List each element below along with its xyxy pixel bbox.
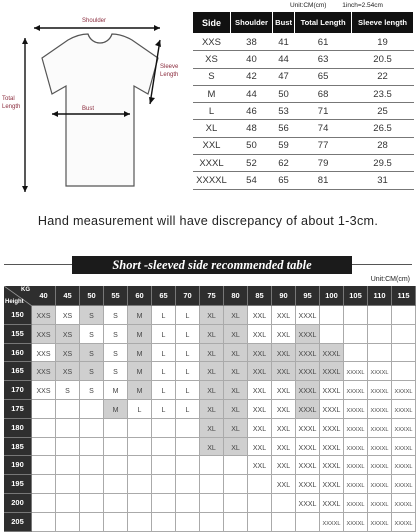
size-recommend-cell <box>104 494 128 513</box>
size-recommend-cell: XXXL <box>320 494 344 513</box>
size-recommend-cell: S <box>80 381 104 400</box>
size-recommend-cell: XS <box>56 306 80 325</box>
size-recommend-cell: XS <box>56 362 80 381</box>
size-recommend-cell: XXL <box>272 456 296 475</box>
size-recommend-cell: S <box>56 381 80 400</box>
size-recommend-cell: XL <box>200 419 224 438</box>
size-cell: 41 <box>272 34 294 51</box>
size-recommend-cell <box>32 419 56 438</box>
size-cell: 29.5 <box>352 155 414 172</box>
size-recommend-cell: M <box>128 306 152 325</box>
size-recommend-cell <box>80 475 104 494</box>
size-header-2: Bust <box>272 12 294 34</box>
size-cell: S <box>193 68 231 85</box>
tshirt-outline-icon <box>0 0 185 205</box>
size-cell: 71 <box>295 103 352 120</box>
size-recommend-cell: XXXXL <box>344 456 368 475</box>
size-recommend-cell: S <box>104 306 128 325</box>
size-cell: 46 <box>230 103 272 120</box>
size-recommend-cell: L <box>152 306 176 325</box>
size-recommend-cell: XXXL <box>296 494 320 513</box>
size-recommend-cell <box>392 325 416 344</box>
size-recommend-cell <box>248 494 272 513</box>
size-recommend-cell: XXL <box>272 419 296 438</box>
size-cell: 79 <box>295 155 352 172</box>
size-recommend-cell: XXXXL <box>368 400 392 419</box>
size-recommend-cell <box>272 513 296 532</box>
height-label: Height <box>5 299 24 305</box>
size-recommend-cell <box>152 438 176 457</box>
size-recommend-cell: S <box>104 362 128 381</box>
size-cell: 42 <box>230 68 272 85</box>
size-recommend-cell: S <box>80 362 104 381</box>
height-header: 170 <box>4 381 32 400</box>
size-cell: 26.5 <box>352 120 414 137</box>
size-recommend-cell <box>152 513 176 532</box>
size-recommend-cell <box>224 494 248 513</box>
size-recommend-cell <box>248 475 272 494</box>
size-recommend-cell: XXL <box>248 306 272 325</box>
size-recommend-cell: XXL <box>272 381 296 400</box>
height-header: 155 <box>4 325 32 344</box>
size-recommend-cell <box>104 419 128 438</box>
size-recommend-cell: XXL <box>248 325 272 344</box>
size-recommend-cell <box>200 513 224 532</box>
kg-header: 60 <box>128 286 152 306</box>
table-row <box>193 155 414 172</box>
size-cell: XXS <box>193 34 231 51</box>
size-recommend-cell <box>176 456 200 475</box>
size-cell: 47 <box>272 68 294 85</box>
size-cell: L <box>193 103 231 120</box>
size-cell: 74 <box>295 120 352 137</box>
kg-header: 70 <box>176 286 200 306</box>
size-cell: 54 <box>230 172 272 189</box>
size-recommend-cell <box>368 344 392 363</box>
size-header-0: Side <box>193 12 231 34</box>
height-header: 180 <box>4 419 32 438</box>
size-recommend-cell <box>80 494 104 513</box>
size-cell: 81 <box>295 172 352 189</box>
height-header: 160 <box>4 344 32 363</box>
size-recommend-cell <box>224 456 248 475</box>
size-recommend-cell <box>320 325 344 344</box>
bust-label: Bust <box>82 106 95 112</box>
size-recommend-cell <box>344 306 368 325</box>
size-recommend-cell <box>272 494 296 513</box>
kg-header: 45 <box>56 286 80 306</box>
table-row <box>193 137 414 154</box>
size-cell: 77 <box>295 137 352 154</box>
recommend-grid <box>4 286 416 532</box>
size-recommend-cell: XXXL <box>320 400 344 419</box>
size-recommend-cell: XXXXL <box>344 494 368 513</box>
size-recommend-cell: XXXXL <box>392 400 416 419</box>
recommend-banner <box>0 256 416 274</box>
tshirt-measurement-diagram <box>0 0 185 205</box>
shoulder-label: Shoulder <box>82 18 107 24</box>
size-cell: 25 <box>352 103 414 120</box>
size-recommend-cell: XXXXL <box>344 362 368 381</box>
size-recommend-cell: XXXL <box>320 438 344 457</box>
size-recommend-cell: XXL <box>272 475 296 494</box>
size-recommend-cell: XXXXL <box>368 494 392 513</box>
size-recommend-cell: XXL <box>272 362 296 381</box>
size-recommend-cell: XXXXL <box>368 513 392 532</box>
size-recommend-cell: XXXXL <box>368 362 392 381</box>
size-recommend-cell: L <box>176 306 200 325</box>
size-recommend-cell <box>248 513 272 532</box>
size-recommend-cell: XXXXL <box>392 456 416 475</box>
size-recommend-cell: XXXL <box>296 325 320 344</box>
size-recommend-cell: XXL <box>272 344 296 363</box>
size-cell: 52 <box>230 155 272 172</box>
size-recommend-cell: XL <box>224 325 248 344</box>
size-recommend-cell: XL <box>224 306 248 325</box>
size-recommend-cell <box>80 513 104 532</box>
size-cell: XXXXL <box>193 172 231 189</box>
size-cell: 23.5 <box>352 85 414 102</box>
size-recommend-cell: S <box>80 325 104 344</box>
kg-header: 100 <box>320 286 344 306</box>
size-recommend-cell <box>32 400 56 419</box>
size-recommend-cell: XXXXL <box>320 513 344 532</box>
size-recommend-cell: XXXXL <box>392 475 416 494</box>
size-cell: 65 <box>272 172 294 189</box>
size-recommend-cell: XXXXL <box>392 513 416 532</box>
size-recommend-cell: XXL <box>248 381 272 400</box>
size-recommend-cell <box>224 513 248 532</box>
size-recommend-cell: XL <box>200 438 224 457</box>
size-recommend-cell <box>368 306 392 325</box>
size-recommend-cell <box>176 419 200 438</box>
size-cell: 28 <box>352 137 414 154</box>
height-header: 195 <box>4 475 32 494</box>
size-cell: 59 <box>272 137 294 154</box>
size-recommend-cell <box>56 438 80 457</box>
size-cell: 65 <box>295 68 352 85</box>
size-recommend-cell <box>368 325 392 344</box>
grid-corner <box>4 286 32 306</box>
size-recommend-cell: XXXXL <box>344 419 368 438</box>
size-recommend-cell: XS <box>56 344 80 363</box>
size-recommend-cell <box>320 306 344 325</box>
size-recommend-cell: XXXXL <box>392 438 416 457</box>
size-recommend-cell <box>152 419 176 438</box>
size-recommend-cell: XXXL <box>320 419 344 438</box>
size-recommend-cell <box>128 456 152 475</box>
size-recommend-cell <box>56 475 80 494</box>
size-recommend-cell <box>344 325 368 344</box>
table-row <box>193 68 414 85</box>
size-recommend-cell: XL <box>200 400 224 419</box>
size-recommend-cell: XXXXL <box>368 438 392 457</box>
size-recommend-cell: XXXL <box>296 400 320 419</box>
size-recommend-cell: L <box>152 400 176 419</box>
kg-header: 80 <box>224 286 248 306</box>
size-recommend-cell: M <box>104 381 128 400</box>
kg-header: 95 <box>296 286 320 306</box>
size-header-3: Total Length <box>295 12 352 34</box>
size-recommend-cell: S <box>104 325 128 344</box>
size-recommend-cell: XXS <box>32 306 56 325</box>
size-table <box>192 11 414 190</box>
size-recommend-cell: L <box>152 344 176 363</box>
size-recommend-cell: XL <box>200 306 224 325</box>
size-recommend-cell: XXXL <box>296 344 320 363</box>
height-header: 150 <box>4 306 32 325</box>
size-recommend-cell: XXXL <box>296 456 320 475</box>
size-recommend-cell: XXL <box>248 419 272 438</box>
size-recommend-cell: XL <box>200 344 224 363</box>
size-recommend-cell <box>392 362 416 381</box>
size-recommend-cell: XXL <box>248 344 272 363</box>
size-recommend-cell: XXS <box>32 381 56 400</box>
size-recommend-cell: XXXXL <box>368 456 392 475</box>
size-recommend-cell: XXXL <box>320 456 344 475</box>
size-recommend-cell <box>80 419 104 438</box>
size-recommend-cell: XXXXL <box>368 419 392 438</box>
kg-header: 105 <box>344 286 368 306</box>
size-cell: 62 <box>272 155 294 172</box>
size-recommend-cell: M <box>128 344 152 363</box>
size-recommend-cell <box>56 400 80 419</box>
size-recommend-cell <box>128 494 152 513</box>
size-cell: 50 <box>272 85 294 102</box>
size-cell: 48 <box>230 120 272 137</box>
table-row <box>193 120 414 137</box>
size-recommend-cell <box>80 438 104 457</box>
size-cell: M <box>193 85 231 102</box>
height-header: 165 <box>4 362 32 381</box>
size-recommend-cell: XL <box>224 400 248 419</box>
size-recommend-cell: XXXXL <box>344 438 368 457</box>
size-cell: 68 <box>295 85 352 102</box>
size-recommend-cell: XXL <box>248 362 272 381</box>
size-recommend-cell: XS <box>56 325 80 344</box>
size-cell: XL <box>193 120 231 137</box>
size-recommend-cell: XL <box>200 381 224 400</box>
size-recommend-cell: XXS <box>32 344 56 363</box>
size-recommend-cell: L <box>128 400 152 419</box>
kg-header: 75 <box>200 286 224 306</box>
size-recommend-cell: XXXL <box>320 344 344 363</box>
measurement-note: Hand measurement will have discrepancy of about 1-3cm. <box>37 214 379 228</box>
kg-header: 85 <box>248 286 272 306</box>
kg-header: 50 <box>80 286 104 306</box>
size-recommend-cell: XL <box>224 419 248 438</box>
size-recommend-cell <box>56 494 80 513</box>
size-recommend-cell: XXXXL <box>344 513 368 532</box>
size-cell: 50 <box>230 137 272 154</box>
size-recommend-cell: XXL <box>272 438 296 457</box>
size-recommend-cell <box>56 513 80 532</box>
size-recommend-cell: XL <box>224 438 248 457</box>
unit-line <box>290 2 397 9</box>
size-cell: 44 <box>230 85 272 102</box>
size-recommend-cell <box>32 456 56 475</box>
size-recommend-cell <box>128 513 152 532</box>
size-recommend-cell <box>200 494 224 513</box>
size-recommend-cell: XL <box>224 344 248 363</box>
size-recommend-cell: XXXL <box>320 362 344 381</box>
size-recommend-cell: XXS <box>32 325 56 344</box>
kg-header: 90 <box>272 286 296 306</box>
size-recommend-cell <box>104 456 128 475</box>
size-recommend-cell: L <box>176 344 200 363</box>
size-recommend-cell <box>32 475 56 494</box>
size-recommend-cell: L <box>152 381 176 400</box>
size-recommend-cell <box>80 456 104 475</box>
size-recommend-cell: S <box>80 306 104 325</box>
size-recommend-cell <box>176 513 200 532</box>
table-row <box>193 34 414 51</box>
size-recommend-cell: XXL <box>248 456 272 475</box>
size-recommend-cell: XXXXL <box>392 381 416 400</box>
size-recommend-cell: XXXL <box>296 438 320 457</box>
size-recommend-cell: XXXXL <box>368 475 392 494</box>
size-recommend-cell: L <box>176 362 200 381</box>
inch-conversion: 1inch=2.54cm <box>342 2 383 9</box>
size-recommend-cell: XXXXL <box>344 475 368 494</box>
size-recommend-cell: S <box>104 344 128 363</box>
size-recommend-cell <box>56 456 80 475</box>
size-recommend-cell: L <box>152 362 176 381</box>
kg-header: 65 <box>152 286 176 306</box>
size-recommend-cell: XL <box>224 381 248 400</box>
height-header: 185 <box>4 438 32 457</box>
size-recommend-cell <box>392 344 416 363</box>
size-cell: 63 <box>295 51 352 68</box>
size-cell: 38 <box>230 34 272 51</box>
size-cell: 56 <box>272 120 294 137</box>
size-recommend-cell: XXXL <box>320 475 344 494</box>
size-recommend-cell <box>152 475 176 494</box>
size-recommend-cell <box>80 400 104 419</box>
table-row <box>193 51 414 68</box>
size-recommend-cell <box>344 344 368 363</box>
size-recommend-cell: XXXL <box>296 306 320 325</box>
height-header: 175 <box>4 400 32 419</box>
size-cell: 44 <box>272 51 294 68</box>
height-header: 205 <box>4 513 32 532</box>
kg-header: 40 <box>32 286 56 306</box>
kg-label: KG <box>21 287 30 293</box>
kg-header: 55 <box>104 286 128 306</box>
size-recommend-cell <box>104 438 128 457</box>
size-cell: 20.5 <box>352 51 414 68</box>
table-row <box>193 85 414 102</box>
size-recommend-cell <box>200 475 224 494</box>
size-cell: XXL <box>193 137 231 154</box>
size-recommend-cell: XXXXL <box>344 381 368 400</box>
size-header-1: Shoulder <box>230 12 272 34</box>
kg-header: 115 <box>392 286 416 306</box>
size-recommend-cell: XXXXL <box>368 381 392 400</box>
height-header: 190 <box>4 456 32 475</box>
size-recommend-cell <box>200 456 224 475</box>
size-recommend-cell: XXL <box>248 438 272 457</box>
size-recommend-cell: L <box>176 381 200 400</box>
size-recommend-cell <box>56 419 80 438</box>
size-recommend-cell: XXL <box>272 400 296 419</box>
size-recommend-cell: M <box>128 381 152 400</box>
recommend-unit: Unit:CM(cm) <box>370 276 410 283</box>
size-cell: 53 <box>272 103 294 120</box>
sleeve-length-label: Sleeve Length <box>160 64 179 78</box>
size-recommend-cell: XL <box>224 362 248 381</box>
size-recommend-cell: XXXXL <box>392 494 416 513</box>
size-recommend-cell <box>176 475 200 494</box>
table-row <box>193 172 414 189</box>
size-cell: 31 <box>352 172 414 189</box>
size-recommend-cell <box>224 475 248 494</box>
size-recommend-cell <box>128 475 152 494</box>
size-recommend-cell <box>152 456 176 475</box>
size-recommend-cell: L <box>176 400 200 419</box>
size-recommend-cell: XXXL <box>296 419 320 438</box>
size-recommend-cell <box>152 494 176 513</box>
size-cell: 61 <box>295 34 352 51</box>
size-recommend-cell <box>176 494 200 513</box>
size-recommend-cell: XXXL <box>296 362 320 381</box>
size-recommend-cell: M <box>104 400 128 419</box>
size-recommend-cell: XL <box>200 325 224 344</box>
size-recommend-cell: XXL <box>272 306 296 325</box>
size-recommend-cell: M <box>128 325 152 344</box>
size-recommend-cell <box>32 438 56 457</box>
size-cell: XS <box>193 51 231 68</box>
size-cell: 19 <box>352 34 414 51</box>
size-recommend-cell <box>104 475 128 494</box>
size-recommend-cell <box>392 306 416 325</box>
size-recommend-cell <box>104 513 128 532</box>
size-recommend-cell: M <box>128 362 152 381</box>
size-recommend-cell: XXL <box>248 400 272 419</box>
size-recommend-cell <box>32 494 56 513</box>
size-recommend-cell: L <box>152 325 176 344</box>
size-recommend-cell: XXS <box>32 362 56 381</box>
size-recommend-cell: S <box>80 344 104 363</box>
table-row <box>193 103 414 120</box>
size-recommend-cell <box>32 513 56 532</box>
size-recommend-cell: XXL <box>272 325 296 344</box>
unit-label: Unit:CM(cm) <box>290 2 327 9</box>
size-cell: 40 <box>230 51 272 68</box>
kg-header: 110 <box>368 286 392 306</box>
total-length-label: Total Length <box>2 96 21 110</box>
size-recommend-cell: L <box>176 325 200 344</box>
size-cell: XXXL <box>193 155 231 172</box>
size-recommend-cell: XL <box>200 362 224 381</box>
size-recommend-cell: XXXL <box>320 381 344 400</box>
size-cell: 22 <box>352 68 414 85</box>
size-header-4: Sleeve length <box>352 12 414 34</box>
size-recommend-cell: XXXXL <box>344 400 368 419</box>
size-recommend-cell: XXXL <box>296 475 320 494</box>
size-recommend-cell <box>128 419 152 438</box>
size-recommend-cell: XXXXL <box>392 419 416 438</box>
recommend-title: Short -sleeved side recommended table <box>72 256 352 274</box>
size-recommend-cell <box>176 438 200 457</box>
size-recommend-cell: XXXL <box>296 381 320 400</box>
size-recommend-cell <box>128 438 152 457</box>
height-header: 200 <box>4 494 32 513</box>
size-recommend-cell <box>296 513 320 532</box>
